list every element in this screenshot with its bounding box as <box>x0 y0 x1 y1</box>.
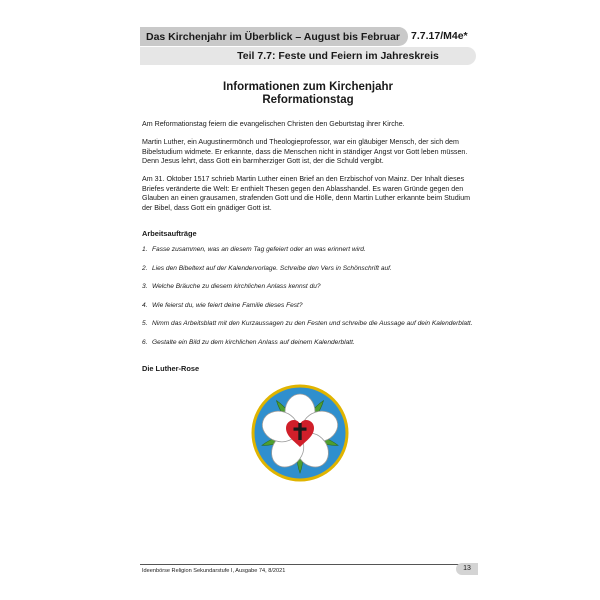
material-code: 7.7.17/M4e* <box>411 30 468 42</box>
task-text: Nimm das Arbeitsblatt mit den Kurzaussagen zu den Festen und schreibe die Aussage auf dein Kalenderblatt. <box>152 320 473 327</box>
paragraph-luther: Martin Luther, ein Augustinermönch und Theologieprofessor, war ein gläubiger Mensch, der sich dem Bibelstudium widmete. Er erkannte, dass die Menschen nicht in ständiger Angst vor Gott leben müssen. Denn Jesus lehrt, dass Gott ein barmherziger Gott ist, der die Schuld vergibt. <box>142 138 468 166</box>
task-number: 2. <box>142 264 148 272</box>
page-number: 13 <box>456 563 478 575</box>
paragraph-intro: Am Reformationstag feiern die evangelischen Christen den Geburtstag ihrer Kirche. <box>142 120 405 128</box>
task-number: 4. <box>142 301 148 309</box>
task-text: Lies den Bibeltext auf der Kalendervorlage. Schreibe den Vers in Schönschrift auf. <box>152 264 392 272</box>
footer-source: Ideenbörse Religion Sekundarstufe I, Ausgabe 74, 8/2021 <box>142 568 286 574</box>
task-text: Gestalte ein Bild zu dem kirchlichen Anlass auf deinem Kalenderblatt. <box>152 338 355 346</box>
document-title-line2: Reformationstag <box>262 94 354 106</box>
task-number: 6. <box>142 338 148 346</box>
tasks-heading: Arbeitsaufträge <box>142 229 197 238</box>
task-text: Fasse zusammen, was an diesem Tag gefeiert oder an was erinnert wird. <box>152 246 366 253</box>
task-item <box>142 245 492 264</box>
task-item <box>142 338 492 357</box>
task-item <box>142 264 492 283</box>
document-title-line1: Informationen zum Kirchenjahr <box>223 81 393 93</box>
task-item <box>142 282 492 301</box>
header-bar <box>140 27 408 46</box>
subheader-bar <box>140 47 476 65</box>
task-text: Welche Bräuche zu diesem kirchlichen Anlass kennst du? <box>152 283 321 290</box>
task-item <box>142 301 492 320</box>
tasks-list <box>142 245 492 356</box>
task-item <box>142 319 492 338</box>
footer-divider <box>140 564 478 565</box>
task-text: Wie feierst du, wie feiert deine Familie dieses Fest? <box>152 301 303 309</box>
subheader-title: Teil 7.7: Feste und Feiern im Jahreskreis <box>237 50 439 62</box>
paragraph-theses: Am 31. Oktober 1517 schrieb Martin Luther einen Brief an den Erzbischof von Mainz. Der Inhalt dieses Briefes veränderte die Welt: Er enthielt Thesen gegen den Ablasshandel. Es waren Gründe gegen den Glauben an einen grausamen, strafenden Gott und die Hölle, denn Martin Luther erkannte beim Studium der Bibel, dass Gott ein gnädiger Gott ist. <box>142 175 471 212</box>
header-title: Das Kirchenjahr im Überblick – August bis Februar <box>146 30 401 43</box>
document-title <box>140 81 476 107</box>
task-number: 3. <box>142 283 148 290</box>
luther-rose-icon <box>250 383 350 483</box>
task-number: 1. <box>142 246 148 253</box>
luther-rose-heading: Die Luther-Rose <box>142 364 200 373</box>
task-number: 5. <box>142 320 148 327</box>
